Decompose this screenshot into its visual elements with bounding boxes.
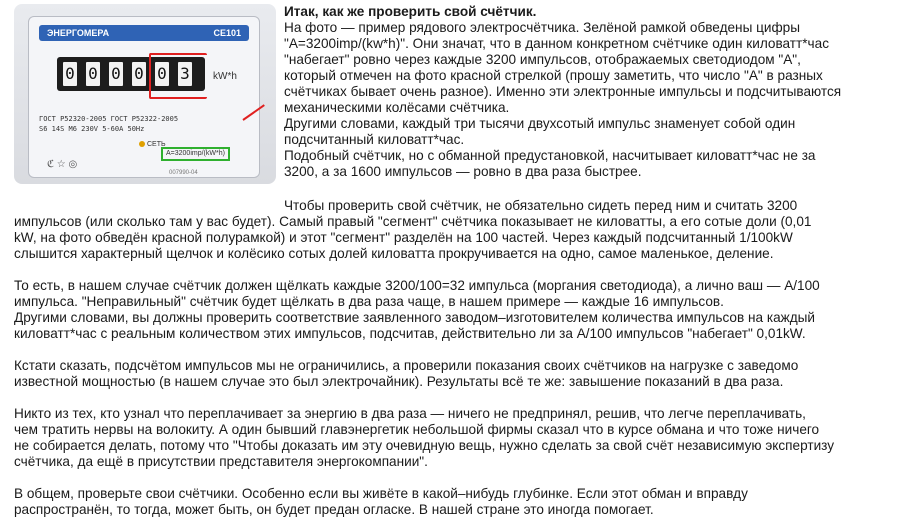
counter-digit: 3 xyxy=(178,62,192,86)
paragraph-line: счётчика, да ещё в присутствии представителя энергокомпании". xyxy=(14,454,428,469)
network-label: СЕТЬ xyxy=(147,141,166,148)
paragraph-line: импульса. "Неправильный" счётчик будет щёлкать в два раза чаще, в нашем примере — каждые 16 импульсов. xyxy=(14,294,724,309)
paragraph-line: kW, на фото обведён красной полурамкой) и этот "сегмент" разделён на 100 частей. Через каждый подсчитанный 1/100kW xyxy=(14,230,793,245)
meter-photo xyxy=(14,4,276,184)
certification-icons: ℭ ☆ ◎ xyxy=(47,159,78,170)
paragraph-line: известной мощностью (в нашем случае это был электрочайник). Результаты всё те же: завышение показаний в два раза. xyxy=(14,374,784,389)
counter-digit: 0 xyxy=(63,62,77,86)
intro-line: 3200, а за 1600 импульсов — ровно в два раза быстрее. xyxy=(284,164,642,179)
paragraph-line: В общем, проверьте свои счётчики. Особенно если вы живёте в какой–нибудь глубинке. Если этот обман и вправду xyxy=(14,486,748,501)
counter-digit: 0 xyxy=(109,62,123,86)
intro-line: который отмечен на фото красной стрелкой (прошу заметить, что число "А" в разных xyxy=(284,68,823,83)
meter-brand: ЭНЕРГОМЕРА xyxy=(47,28,110,38)
paragraph-line: Другими словами, вы должны проверить соответствие заявленного заводом–изготовителем количества импульсов на каждый xyxy=(14,310,816,325)
para-nobody xyxy=(14,406,834,470)
para-check-first-line xyxy=(284,198,797,214)
para-conclusion xyxy=(14,486,748,518)
counter-digit: 0 xyxy=(86,62,100,86)
impulse-constant-box: A=3200imp/(kW*h) xyxy=(161,147,230,161)
red-arrow-icon xyxy=(242,104,264,121)
intro-line: Другими словами, каждый три тысячи двухсотый импульс знаменует собой один xyxy=(284,116,796,131)
para-load xyxy=(14,358,798,390)
paragraph-line: киловатт*час с реальным количеством этих импульсов, подсчитав, действительно ли за А/100 импульсов "набегает" 0,01kW. xyxy=(14,326,806,341)
paragraph-line: распространён, то тогда, может быть, он будет предан огласке. В нашей стране это иногда помогает. xyxy=(14,502,654,517)
article-intro xyxy=(284,4,841,180)
intro-line: На фото — пример рядового электросчётчика. Зелёной рамкой обведены цифры xyxy=(284,20,801,35)
counter-digit: 0 xyxy=(132,62,146,86)
intro-line: подсчитанный киловатт*час. xyxy=(284,132,465,147)
spec-ratings: S6 14S M6 230V 5-60A 50Hz xyxy=(39,125,145,133)
meter-model: CE101 xyxy=(213,28,241,38)
paragraph-line: чем тратить нервы на волокиту. А один бывший главэнергетик небольшой фирмы сказал что в курсе обмана и что тоже ничего xyxy=(14,422,820,437)
spec-standards: ГОСТ Р52320-2005 ГОСТ Р52322-2005 xyxy=(39,115,179,123)
unit-label: kW*h xyxy=(213,71,237,82)
meter-panel xyxy=(28,16,260,178)
counter-digit: 0 xyxy=(155,62,169,86)
paragraph-line: То есть, в нашем случае счётчик должен щёлкать каждые 3200/100=32 импульса (моргания светодиода), а лично ваш — А/100 xyxy=(14,278,820,293)
paragraph-line: Кстати сказать, подсчётом импульсов мы не ограничились, а проверили показания своих счётчиков на нагрузке с заведомо xyxy=(14,358,799,373)
intro-line: счётчиках бывает очень разное). Именно эти электронные импульсы и подсчитываются xyxy=(284,84,842,99)
para-check xyxy=(14,214,811,262)
para-case xyxy=(14,278,820,342)
paragraph-line: импульсов (или сколько там у вас будет). Самый правый "сегмент" счётчика показывает не киловатты, а его сотые доли (0,01 xyxy=(14,214,812,229)
intro-line: механическими колёсами счётчика. xyxy=(284,100,510,115)
article-heading: Итак, как же проверить свой счётчик. xyxy=(284,4,537,19)
paragraph-line: слышится характерный щелчок и колёсико сотых долей киловатта прокручивается на одно, самое маленькое, деление. xyxy=(14,246,774,261)
paragraph-line: Никто из тех, кто узнал что переплачивает за энергию в два раза — ничего не предпринял, решив, что легче переплачивать, xyxy=(14,406,806,421)
intro-line: "набегает" ровно через каждые 3200 импульсов, отображаемых светодиодом "А", xyxy=(284,52,801,67)
paragraph-line: Чтобы проверить свой счётчик, не обязательно сидеть перед ним и считать 3200 xyxy=(284,198,798,213)
paragraph-line: не собирается делать, потому что "Чтобы доказать им эту очевидную вещь, нужно сделать за свой счёт независимую экспертизу xyxy=(14,438,835,453)
meter-header xyxy=(39,25,249,41)
led-icon xyxy=(139,141,145,147)
intro-line: Подобный счётчик, но с обманной предустановкой, насчитывает киловатт*час не за xyxy=(284,148,816,163)
red-half-frame xyxy=(149,53,207,99)
intro-line: "А=3200imp/(kw*h)". Они значат, что в данном конкретном счётчике один киловатт*час xyxy=(284,36,829,51)
serial-number: 007990-04 xyxy=(169,170,198,176)
